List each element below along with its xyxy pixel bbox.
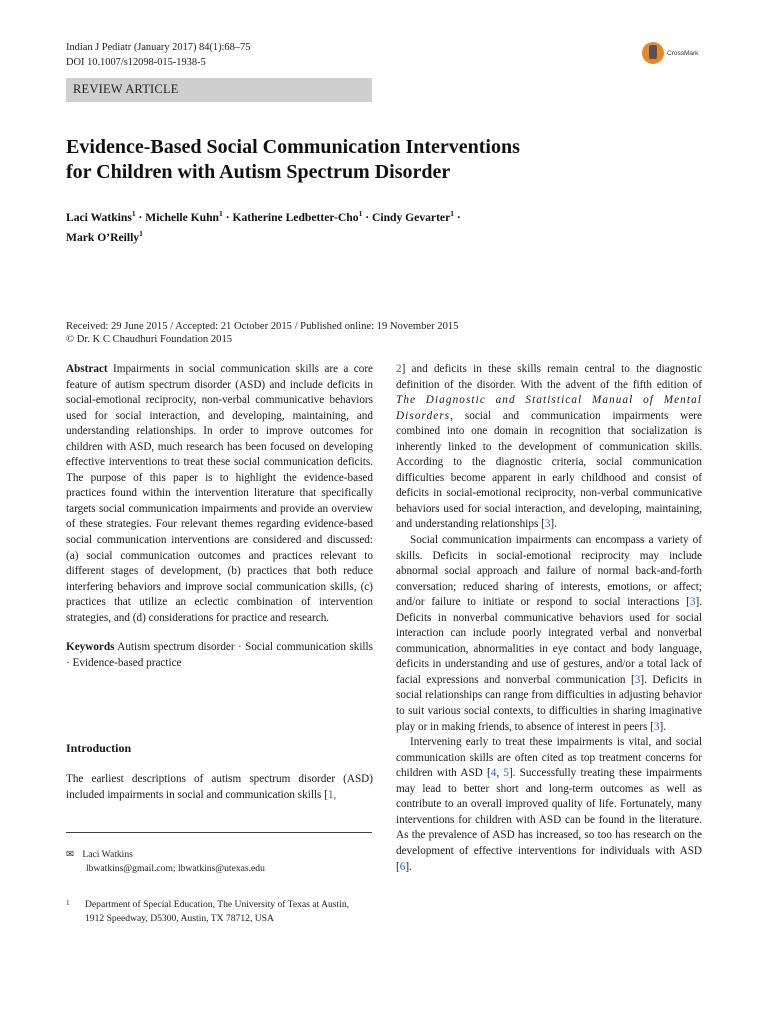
citation-link[interactable]: 1, (327, 788, 337, 801)
article-type-banner (66, 78, 372, 102)
author-list (66, 206, 586, 246)
author-name[interactable]: Michelle Kuhn (145, 210, 220, 224)
citation-link[interactable]: 5 (503, 767, 509, 780)
body-text: Social communication impairments can encompass a variety of skills. Deficits in social-emotional reciprocity may include abnormal social approach and failure of normal back-and-forth conversation; reduced sharing of interests, emotions, or affect; and/or failure to initiate or respond to social interactions [ (396, 534, 702, 609)
author-separator: · (135, 210, 146, 224)
crossmark-badge[interactable] (642, 42, 698, 64)
author-name[interactable]: Mark O’Reilly (66, 230, 140, 244)
body-text: ]. (405, 860, 412, 873)
crossmark-label: CrossMark (667, 49, 699, 57)
footnote-divider (66, 832, 372, 833)
journal-header (66, 40, 250, 70)
author-name[interactable]: Katherine Ledbetter-Cho (232, 210, 359, 224)
journal-citation: Indian J Pediatr (January 2017) 84(1):68–75 (66, 42, 251, 53)
section-heading-introduction: Introduction (66, 741, 132, 755)
correspondence-note (66, 848, 265, 876)
article-title (66, 135, 686, 185)
citation-link[interactable]: 4 (490, 767, 497, 780)
history-dates: Received: 29 June 2015 / Accepted: 21 October 2015 / Published online: 19 November 2015 (66, 321, 459, 332)
affiliation-marker: 1 (131, 209, 136, 218)
affiliation-number: 1 (66, 899, 70, 907)
citation-link[interactable]: 3 (544, 518, 551, 531)
intro-text: The earliest descriptions of autism spectrum disorder (ASD) included impairments in social and communication skills [ (66, 773, 373, 801)
left-column (66, 362, 373, 671)
body-paragraph (396, 735, 702, 875)
body-text: , (496, 767, 504, 780)
crossmark-icon (642, 42, 664, 64)
doi: DOI 10.1007/s12098-015-1938-5 (66, 57, 206, 68)
author-separator: · (222, 210, 233, 224)
keywords (66, 640, 373, 671)
body-text: ]. Deficits in social relationships can range from difficulties in adjusting behavior to suit various social contexts, to difficulties in sharing imaginative play or in making friends, to absence of interest in peers [ (396, 673, 703, 733)
citation-link[interactable]: 2 (396, 363, 402, 375)
citation-link[interactable]: 3 (634, 673, 641, 686)
intro-paragraph (66, 772, 373, 803)
author-name[interactable]: Laci Watkins (66, 210, 132, 224)
publication-dates (66, 320, 458, 346)
title-line-1: Evidence-Based Social Communication Interventions (66, 136, 520, 158)
affiliation-marker: 1 (358, 209, 363, 218)
correspondence-emails[interactable]: lbwatkins@gmail.com; lbwatkins@utexas.edu (86, 863, 265, 874)
affiliation-note (66, 898, 372, 926)
body-text: , social and communication impairments were combined into one domain in recognition that socialization is inherently linked to the development of communication skills. According to the diagnostic criteria, social communication difficulties become apparent in early childhood and consist of deficits in social-emotional reciprocity, non-verbal communicative behaviors used for social interaction, and developing, maintaining, and understanding relationships [ (396, 409, 702, 531)
abstract-text: Impairments in social communication skills are a core feature of autism spectrum disorder (ASD) and include deficits in social-emotional reciprocity, non-verbal communicative behaviors used for social interaction, and developing, maintaining, and understanding relationships. In order to improve outcomes for children with ASD, much research has been focused on developing effective interventions to treat these social communication deficits. The purpose of this paper is to highlight the evidence-based practices found within the intervention literature that specifically targets social communication impairments and provide an overview of these strategies. Four relevant themes regarding evidence-based social communication interventions are considered and discussed: (a) social communication outcomes and practices relevant to different stages of development, (b) practices that both reduce interfering behaviors and improve social communication skills, (c) practices that utilize an eclectic combination of intervention strategies, and (d) considerations for practice and research. (66, 363, 374, 624)
citation-link[interactable]: 3 (689, 596, 696, 609)
affiliation-marker: 1 (139, 228, 143, 238)
body-text: ]. (550, 518, 557, 531)
affiliation-marker: 1 (450, 209, 454, 218)
affiliation-line-1: Department of Special Education, The University of Texas at Austin, (85, 899, 350, 910)
citation-link[interactable]: 6 (399, 860, 406, 873)
body-paragraph (396, 362, 702, 533)
affiliation-marker: 1 (219, 209, 223, 218)
correspondence-name: Laci Watkins (82, 849, 133, 860)
body-text: ] and deficits in these skills remain central to the diagnostic definition of the disorder. With the advent of the fifth edition of (396, 363, 702, 391)
envelope-icon: ✉ (66, 849, 75, 860)
keywords-label: Keywords (66, 641, 115, 654)
keywords-text: Autism spectrum disorder · Social communication skills · Evidence-based practice (66, 641, 373, 669)
right-column (396, 362, 702, 875)
article-type: REVIEW ARTICLE (73, 82, 179, 96)
copyright: © Dr. K C Chaudhuri Foundation 2015 (66, 334, 233, 345)
body-text: ]. Successfully treating these impairments may lead to better short and long-term outcomes as well as contribute to an overall improved quality of life. Fortunately, many interventions for children with ASD can be found in the literature. As the prevalence of ASD has increased, so too has research on the development of effective interventions for individuals with ASD [ (396, 767, 702, 873)
body-text: Intervening early to treat these impairments is vital, and social communication skills are often cited as top treatment concerns for children with ASD [ (396, 736, 702, 780)
author-separator: · (362, 210, 372, 224)
abstract (66, 362, 373, 626)
body-paragraph (396, 533, 702, 735)
citation-link[interactable]: 3 (653, 720, 660, 733)
title-line-2: for Children with Autism Spectrum Disorder (66, 161, 451, 183)
body-text: ]. Deficits in nonverbal communicative behaviors used for social interaction can include poorly integrated verbal and nonverbal communication, abnormalities in eye contact and body language, deficits in understanding and use of gestures, and/or a total lack of facial expressions and nonverbal communication [ (396, 596, 702, 686)
manual-title: The Diagnostic and Statistical Manual of Mental Disorders (396, 394, 702, 422)
author-name[interactable]: Cindy Gevarter (371, 210, 451, 224)
affiliation-line-2: 1912 Speedway, D5300, Austin, TX 78712, USA (85, 913, 274, 924)
body-text: ]. (659, 720, 666, 733)
abstract-label: Abstract (66, 363, 108, 375)
author-separator: · (453, 210, 461, 224)
